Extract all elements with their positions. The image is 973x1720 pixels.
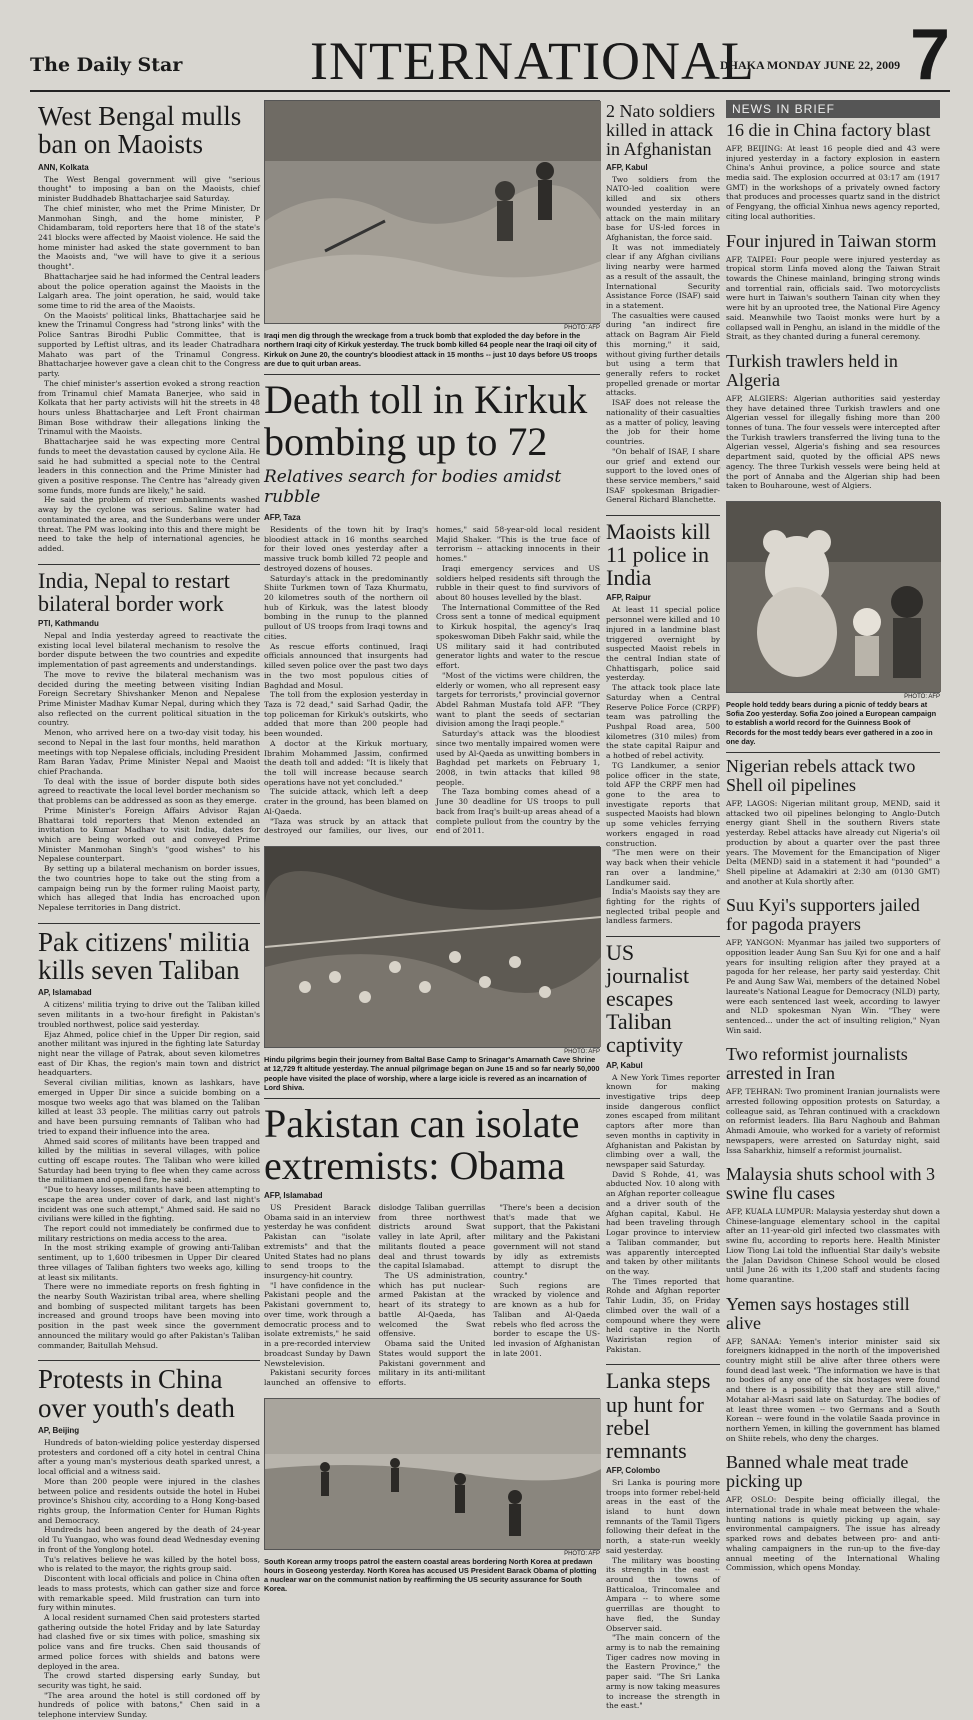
byline: AFP, Kabul: [606, 162, 648, 172]
brief-yemen: [726, 1295, 940, 1444]
paragraph: Menon, who arrived here on a two-day visit today, his second to Nepal in the last four months, held marathon meetings with top Nepalese officials, including President Ram Baran Yadav, Prime Minister Nepal and Maoist chief Prachanda.: [38, 728, 260, 776]
photo-caption: Iraqi men dig through the wreckage from a truck bomb that exploded the day before in the northern Iraqi city of Kirkuk yesterday. The truck bomb killed 64 people near the Iraqi oil city of Kirkuk on June 20, the country's bloodiest attack in 15 months -- just 10 days before US troops are due to quit urban areas.: [264, 331, 598, 368]
photo-credit: PHOTO: AFP: [564, 325, 600, 331]
paragraph: The International Committee of the Red Cross sent a tonne of medical equipment to Kirkuk hospital, the agency's Iraq spokeswoman Dibeh Fakhr said, while the US military said it had contributed generator lights and water to the rescue effort.: [436, 602, 600, 671]
paragraph: Sri Lanka is pouring more troops into former rebel-held areas in the east of the island to hunt down remnants of the Tamil Tigers following their defeat in the north, a state-run weekly said yesterday.: [606, 1477, 720, 1555]
paragraph: "The men were on their way back when their vehicle ran over a landmine," Landkumer said.: [606, 848, 720, 887]
paragraph: Ahmed said scores of militants have been trapped and killed by the militias in several villages, with police cutting off escape routes. The Taliban who were killed Saturday had been trying to flee when they came across the militiamen and opened fire, he said.: [38, 1136, 260, 1185]
photo-caption: People hold teddy bears during a picnic of teddy bears at Sofia Zoo yesterday. Sofia Zoo joined a European campaign to establish a world record for the Guinness Book of Records for the most teddy bears ever gathered in a zoo in one day.: [726, 699, 937, 746]
headline: Pak citizens' militia kills seven Taliban: [38, 926, 250, 986]
column-3: [606, 100, 720, 1711]
article-nato: [606, 102, 720, 505]
article-pak-militia: [38, 928, 260, 1351]
paragraph: Residents of the town hit by Iraq's bloodiest attack in 16 months searched for their loved ones yesterday after a massive truck bomb killed 72 people and destroyed dozens of houses.: [264, 525, 428, 573]
paragraph: Bhattacharjee said he was expecting more Central funds to meet the devastation caused by cyclone Aila. He said he had submitted a special note to the Central leaders in this connection and the Prime Minister had given a positive response. The Centre has "already given some funds, more funds are likely," he said.: [38, 437, 260, 495]
photo-amarnath-pilgrims: [264, 846, 600, 1048]
headline: Pakistan can isolate extremists: Obama: [264, 1101, 580, 1188]
byline: AP, Kabul: [606, 1060, 643, 1070]
brief-body: AFP, YANGON: Myanmar has jailed two supporters of opposition leader Aung San Suu Kyi for one and a half years for insulting religion after they prayed at a pagoda for her release, her party said yesterday. Chit Pe and Aung Saw Wai, members of the detained Nobel laureate's National League for Democracy (NLD) party, were each sentenced last week, according to lawyer and NLD spokesman Nyan Win. "They were sentenced... under the act of insulting religion," Nyan Win said.: [726, 938, 940, 1035]
paragraph: US President Barack Obama said in an interview yesterday he was confident Pakistan can "isolate extremists" and that the United States had no plans to send troops to the insurgency-hit country.: [264, 1203, 371, 1281]
paragraph: Two soldiers from the NATO-led coalition were killed and six others wounded yesterday in an attack on the main military base for US-led forces in Afghanistan, the force said.: [606, 174, 720, 242]
masthead: [30, 15, 951, 95]
article-body: [606, 1073, 720, 1355]
column-2: [264, 100, 600, 1594]
paragraph: To deal with the issue of border dispute both sides agreed to reactivate the local level border mechanism so that problems can be addressed as soon as they emerge.: [38, 776, 260, 806]
paragraph: "There's been a decision that's made that we support, that the Pakistani military and the Pakistani government will not stand by idly as extremists attempt to disrupt the country.": [493, 1203, 600, 1281]
photo-caption: Hindu pilgrims begin their journey from Baltal Base Camp to Srinagar's Amarnath Cave Shrine at 12,729 ft altitude yesterday. The annual pilgrimage began on June 15 and so far nearly 50,000 people have visited the place of worship, where a large icicle is revered as an incarnation of Lord Shiva.: [264, 1055, 600, 1092]
headline: Four injured in Taiwan storm: [726, 230, 937, 251]
article-body: [264, 1203, 600, 1388]
pilgrims-photo-illustration: [265, 847, 601, 1047]
paragraph: A doctor at the Kirkuk mortuary, Ibrahim Mohammed Jassim, confirmed the death toll and added: "It is likely that the toll will increase because search operations have not yet concluded.": [264, 738, 428, 787]
headline: India, Nepal to restart bilateral border work: [38, 567, 230, 616]
paragraph: Saturday's attack in the predominantly Shiite Turkmen town of Taza Khurmatu, 20 kilometres south of the northern oil hub of Kirkuk, was the latest bloody bombing in the runup to the planned pullout of US troops from Iraqi towns and cities.: [264, 573, 428, 641]
paragraph: Several civilian militias, known as lashkars, have emerged in Upper Dir since a suicide bombing on a mosque two weeks ago that was blamed on the Taliban killed at least 33 people. The militias carry out patrols and have been pursuing remnants of Taliban who had tried to expand their influence into the area.: [38, 1078, 260, 1136]
paragraph: The military was boosting its strength in the east -- around the towns of Batticaloa, Trincomalee and Ampara -- to where some guerrillas are thought to have fled, the Sunday Observer said.: [606, 1555, 720, 1633]
paragraph: The Taza bombing comes ahead of a June 30 deadline for US troops to pull back from Iraq's built-up areas ahead of a complete pullout from the country by the end of 2011.: [436, 787, 600, 836]
rubble-photo-illustration: [265, 101, 601, 323]
paragraph: "Taza was struck by an attack that destroyed our families, our lives, our homes," said 58-year-old local resident Majid Shaker. "This is the true face of terrorism -- attacking innocents in their homes.": [264, 525, 600, 836]
headline: Turkish trawlers held in Algeria: [726, 351, 898, 390]
news-in-brief-banner: NEWS IN BRIEF: [726, 100, 940, 118]
byline: AFP, Islamabad: [264, 1191, 323, 1200]
byline: PTI, Kathmandu: [38, 618, 99, 628]
paragraph: "Most of the victims were children, the elderly or women, who all represent easy targets for terrorists," provincial governor Abdel Rahman Mustafa told AFP. "They want to plant the seeds of sectarian division among the Iraqi people.": [436, 670, 600, 729]
paragraph: Saturday's attack was the bloodiest since two mentally impaired women were used by Al-Qaeda as unwitting bombers in Baghdad pet markets on February 1, 2008, in twin attacks that killed 98 people.: [436, 729, 600, 787]
headline: Two reformist journalists arrested in Iran: [726, 1044, 908, 1084]
paragraph: The attack took place late Saturday when a Central Reserve Police Force (CRPF) team was patrolling the Pushpal Road area, 500 kilometres (310 miles) from the state capital Raipur and a hotbed of rebel activity.: [606, 683, 720, 761]
headline: 16 die in China factory blast: [726, 120, 931, 140]
brief-body: AFP, TEHRAN: Two prominent Iranian journalists were arrested following opposition protests on Saturday, a colleague said, as Tehran continued with a crackdown on reformist leaders. Ilia Baru Naghoub and Bahman Ahmadi Amouie, who worked for a variety of reformist newspapers, were arrested on Saturday night, said Issa Saharkhiz, himself a reformist journalist.: [726, 1087, 940, 1155]
article-body: [606, 175, 720, 505]
paragraph: A local resident surnamed Chen said protesters started gathering outside the hotel Friday and by late Saturday had clashed five or six times with police, smashing six police vans and fire trucks. Chen said thousands of armed police forces with shields and batons were deployed in the area.: [38, 1612, 260, 1671]
column-4: [726, 100, 940, 1573]
brief-body: AFP, TAIPEI: Four people were injured yesterday as tropical storm Linfa moved along the Taiwan Strait towards the Chinese mainland, bringing strong winds and torrential rain, officials said. Two motorcyclists were hurt in Taiwan's southern Tainan city when they were hit by an uprooted tree, the National Fire Agency said. Meanwhile two Taoist monks were hurt by a collapsed wall in Penghu, an island in the middle of the Strait, as they chanted during a funeral ceremony.: [726, 254, 940, 342]
paragraph: The chief minister, who met the Prime Minister, Dr Manmohan Singh, and the home minister, P Chidambaram, told reporters here that 18 of the state's 241 blocks were affected by Maoist violence. He said the home minister had asked the state government to ban the Maoists and, "we will have to give it a serious thought".: [38, 203, 260, 272]
paragraph: The casualties were caused during "an indirect fire attack on Bagram Air Field this morning," it said, without giving further details but using a term that generally refers to rocket propelled grenade or mortar attacks.: [606, 310, 720, 398]
article-india-nepal: [38, 569, 260, 913]
photo-credit: PHOTO: AFP: [564, 1550, 600, 1557]
paragraph: "On behalf of ISAF, I share our grief and extend our support to the loved ones of these service members," said ISAF spokesman Brigadier-General Richard Blanchette.: [606, 446, 720, 505]
photo-caption: South Korean army troops patrol the eastern coastal areas bordering North Korea at predawn hours in Goseong yesterday. North Korea has accused US President Barack Obama of plotting a nuclear war on the communist nation by reaffirming the US security assurance for South Korea.: [264, 1556, 597, 1594]
photo-korea-patrol: [264, 1398, 600, 1550]
brief-body: AFP, BEIJING: At least 16 people died and 43 were injured yesterday in a factory explosion in eastern China's Anhui province, a police source and state media said. The explosion occurred at 03:17 am (1917 GMT) in the workshops of a privately owned factory that produces and processes quartz sand in the district of Fengyang, the official Xinhua news agency reported, citing local authorities.: [726, 143, 940, 221]
paragraph: The West Bengal government will give "serious thought" to imposing a ban on the Maoists, chief minister Buddhadeb Bhattacharjee said Saturday.: [38, 174, 260, 204]
article-body: [606, 605, 720, 926]
paragraph: Hundreds had been angered by the death of 24-year old Tu Yuangao, who was found dead Wednesday evening in front of the Yonglong hotel.: [38, 1525, 260, 1554]
article-body: [38, 175, 260, 554]
headline: Nigerian rebels attack two Shell oil pipelines: [726, 756, 916, 796]
paragraph: TG Landkumer, a senior police officer in the state, told AFP the CRPF men had gone to the area to investigate reports that suspected Maoists had blown up some vehicles ferrying workers engaged in road construction.: [606, 760, 720, 848]
article-body: [38, 631, 260, 913]
brief-whale: [726, 1453, 940, 1573]
article-body: [264, 525, 600, 836]
article-maoists-police: [606, 520, 720, 926]
paragraph: By setting up a bilateral mechanism on border issues, the two countries hope to take out the sting from a campaign being run by the former ruling Maoist party, which has alleged that India has encroached upon Nepalese territories in Dang district.: [38, 864, 260, 913]
paragraph: The suicide attack, which left a deep crater in the ground, has been blamed on Al-Qaeda.: [264, 787, 428, 816]
photo-credit: PHOTO: AFP: [904, 693, 940, 700]
headline: Yemen says hostages still alive: [726, 1293, 910, 1333]
headline: West Bengal mulls ban on Maoists: [38, 101, 242, 160]
paragraph: He said the problem of river embankments washed away by the cyclone was serious. Saline water had contaminated the area, and the Sunderbans were under threat. The PM was looking into this and there might be need to take the help of international agencies, he added.: [38, 495, 260, 553]
brief-iran: [726, 1045, 940, 1155]
paragraph: In the most striking example of growing anti-Taliban sentiment, up to 1,600 tribesmen in Upper Dir cleared three villages of Taliban fighters two weeks ago, killing at least six militants.: [38, 1243, 260, 1282]
brief-body: AFP, LAGOS: Nigerian militant group, MEND, said it attacked two oil pipelines belonging to Anglo-Dutch energy giant Shell in the southern Rivers state yesterday. Rebel attacks have already cut Nigeria's oil production by about a quarter over the past three years. The Movement for the Emancipation of Niger Delta (MEND) said in a statement it had "pounded" a Shell pipeline at Adamakiri at 2:30 am (0130 GMT) and another at Kula shortly after.: [726, 799, 940, 886]
paragraph: As rescue efforts continued, Iraqi officials announced that insurgents had killed seven police over the past two days in the two most populous cities of Baghdad and Mosul.: [264, 641, 428, 690]
paragraph: The toll from the explosion yesterday in Taza is 72 dead," said Sarhad Qadir, the top policeman for Kirkuk's outskirts, who added that more than 200 people had been wounded.: [264, 690, 428, 739]
photo-kirkuk-rubble: [264, 100, 600, 324]
page-number: 7: [910, 15, 951, 95]
paragraph: On the Maoists' political links, Bhattacharjee said he knew the Trinamul Congress had "strong links" with the Police Santras Birodhi Public Committee, that is supported by Leftist ultras, and its leader Chatradhara Mahato was part of the Trinamul Congress. Bhattacharjee however gave a clean chit to the Congress party.: [38, 310, 260, 379]
article-pakistan-obama: [264, 1103, 600, 1388]
paragraph: There were no immediate reports on fresh fighting in the nearby South Waziristan tribal area, where shelling and bombing of suspected militant targets has been increased and ground troops have been moving into position in the past week since the government announced the military would go after Pakistan's Taliban commander, Baitullah Mehsud.: [38, 1282, 260, 1350]
subheadline: Relatives search for bodies amidst rubble: [264, 467, 562, 507]
byline: AFP, Raipur: [606, 593, 651, 603]
article-kirkuk: [264, 379, 600, 836]
brief-nigeria: [726, 757, 940, 886]
paragraph: Tu's relatives believe he was killed by the hotel boss, who is related to the mayor, the rights group said.: [38, 1554, 260, 1574]
teddy-photo-illustration: [727, 502, 941, 692]
article-body: [38, 1000, 260, 1350]
paragraph: The Times reported that Rohde and Afghan reporter Tahir Ludin, 35, on Friday climbed over the wall of a compound where they were held captive in the North Waziristan region of Pakistan.: [606, 1276, 720, 1354]
paragraph: Hundreds of baton-wielding police yesterday dispersed protesters and cordoned off a city hotel in central China after a young man's mysterious death sparked unrest, a local official and a witness said.: [38, 1438, 260, 1477]
byline: ANN, Kolkata: [38, 162, 89, 172]
paragraph: Ejaz Ahmed, police chief in the Upper Dir region, said another militant was injured in the fighting late Saturday night near the village of Patrak, about seven kilometres east of Dir Khas, the region's main town and district headquarters.: [38, 1029, 260, 1078]
headline: Death toll in Kirkuk bombing up to 72: [264, 377, 588, 464]
byline: AP, Islamabad: [38, 988, 92, 998]
headline: Protests in China over youth's death: [38, 1364, 235, 1423]
paragraph: Prime Minister's Foreign Affairs Advisor Rajan Bhattarai told reporters that Menon extended an invitation to Kumar Madhav to visit India, dates for which are being worked out and conveyed Prime Minister Manmohan Singh's "good wishes" to his Nepalese counterpart.: [38, 805, 260, 864]
brief-body: AFP, OSLO: Despite being officially illegal, the international trade in whale meat between the whale-hunting nations is quietly picking up again, say environmental campaigners. The issue has already sparked rows and debates between pro- and anti-whaling campaigners in the run-up to the five-day annual meeting of the International Whaling Commission, which opens Monday.: [726, 1495, 940, 1573]
paragraph: ISAF does not release the nationality of their casualties as a matter of policy, leaving the job for their home countries.: [606, 398, 720, 447]
article-body: [38, 1438, 260, 1720]
paragraph: Such regions are wracked by violence and are known as a hub for Taliban and Al-Qaeda rebels who fled across the border to escape the US-led invasion of Afghanistan in late 2001.: [493, 1280, 600, 1358]
byline: AP, Beijing: [38, 1426, 80, 1435]
paragraph: "The main concern of the army is to nab the remaining Tiger cadres now moving in the Eastern Province," the paper said. "The Sri Lanka army is now taking measures to increase the strength in the east.": [606, 1633, 720, 1711]
photo-teddy-bears: [726, 501, 940, 693]
article-us-journalist: [606, 941, 720, 1354]
brief-body: AFP, KUALA LUMPUR: Malaysia yesterday shut down a Chinese-language elementary school in the capital after an 11-year-old girl infected two classmates with swine flu, according to reports here. Health Minister Liow Tiong Lai told the influential Star daily's website the Jalan Davidson Chinese School would be closed until June 26 with its 1,200 staff and students facing home quarantine.: [726, 1207, 940, 1285]
headline: Lanka steps up hunt for rebel remnants: [606, 1368, 711, 1463]
dateline: DHAKA MONDAY JUNE 22, 2009: [720, 58, 901, 72]
photo-credit: PHOTO: AFP: [564, 1049, 600, 1055]
paragraph: At least 11 special police personnel were killed and 10 injured in a landmine blast triggered overnight by suspected Maoist rebels in the central Indian state of Chhattisgarh, police said yesterday.: [606, 605, 720, 683]
paragraph: Discontent with local officials and police in China often leads to mass protests, which can gather size and force with remarkable speed. Mild frustration can turn into fury within minutes.: [38, 1574, 260, 1613]
paragraph: A New York Times reporter known for making investigative trips deep inside dangerous conflict zones escaped from militant captors after more than seven months in captivity in Afghanistan and Pakistan by climbing over a wall, the newspaper said Saturday.: [606, 1072, 720, 1170]
paragraph: The report could not immediately be confirmed due to military restrictions on media access to the area.: [38, 1223, 260, 1243]
brief-suu-kyi: [726, 896, 940, 1035]
section-title: INTERNATIONAL: [310, 31, 755, 91]
brief-malaysia: [726, 1165, 940, 1285]
paragraph: The move to revive the bilateral mechanism was decided during the meeting between visiting Indian Foreign Secretary Shivshanker Menon and Nepalese Prime Minister Madhav Kumar Nepal, during which they also reflected on the current political situation in the country.: [38, 669, 260, 728]
brief-body: AFP, ALGIERS: Algerian authorities said yesterday they have detained three Turkish trawlers and one Algerian vessel for illegally fishing more than 200 tonnes of tuna. The four vessels were intercepted after the Turkish trawlers transferred the living tuna to the Algerian vessel, Algeria's fishing and sea resources department said, quoted by the official APS news agency. The three Turkish vessels were being held at the port of Annaba and the Algerian ship had been taken to Bouharoune, west of Algiers.: [726, 393, 940, 491]
paragraph: The chief minister's assertion evoked a strong reaction from Trinamul chief Mamata Banerjee, who said in Kolkata that her party activists will hit the streets in 48 hours unless Bhattacharjee and Left Front chairman Biman Bose withdraw their allegations linking the Trinamul with the Maoists.: [38, 378, 260, 437]
paragraph: More than 200 people were injured in the clashes between police and residents outside the hotel in Hubei province's Shishou city, according to a Hong Kong-based rights group, the Information Center for Human Rights and Democracy.: [38, 1476, 260, 1525]
paragraph: A citizens' militia trying to drive out the Taliban killed seven militants in a two-hour firefight in Pakistan's troubled northwest, police said yesterday.: [38, 1000, 260, 1029]
brief-china-blast: [726, 121, 940, 222]
article-lanka: [606, 1369, 720, 1711]
headline: Maoists kill 11 police in India: [606, 519, 711, 591]
paragraph: Pakistani security forces launched an offensive to dislodge Taliban guerrillas from three northwest districts around Swat valley in late April, after militants flouted a peace deal and thrust towards the capital Islamabad.: [264, 1203, 486, 1387]
paragraph: Bhattacharjee said he had informed the Central leaders about the police operation against the Maoists in the Lalgarh area. The joint operation, he said, would take some time to rid the area of the Maoists.: [38, 271, 260, 311]
brief-body: AFP, SANAA: Yemen's interior minister said six foreigners kidnapped in the north of the impoverished country might still be alive after three others were found dead last week. "The information we have is that no bodies of any one of the six hostages were found and there is a possibility that they are still alive," Motahar al-Masri said late on Saturday. The bodies of at least three women -- two Germans and a South Korean -- were found in the volatile Saada province in northern Yemen, in killing the government has blamed on Shiite rebels, who deny the charges.: [726, 1336, 940, 1443]
article-west-bengal: [38, 102, 260, 554]
paper-name: The Daily Star: [30, 54, 183, 76]
article-body: [606, 1478, 720, 1711]
paragraph: "The area around the hotel is still cordoned off by hundreds of police with batons," Chen said in a telephone interview Sunday.: [38, 1690, 260, 1720]
paragraph: India's Maoists say they are fighting for the rights of neglected tribal people and landless farmers.: [606, 887, 720, 926]
paragraph: Obama said the United States would support the Pakistani government and military in its anti-militant efforts.: [378, 1339, 486, 1387]
paragraph: "Due to heavy losses, militants have been attempting to escape the area under cover of dark, and last night's incident was one such attempt," Ahmed said. He said no civilians were killed in the fighting.: [38, 1185, 260, 1224]
column-1: [38, 100, 260, 1720]
paragraph: "I have confidence in the Pakistani people and the Pakistani government to, over time, work through a democratic process and to isolate extremists," he said in a pre-recorded interview broadcast Sunday by Dawn Newstelevision.: [264, 1280, 371, 1368]
patrol-photo-illustration: [265, 1399, 601, 1549]
brief-taiwan-storm: [726, 232, 940, 342]
paragraph: The crowd started dispersing early Sunday, but security was tight, he said.: [38, 1671, 260, 1690]
article-china-protest: [38, 1365, 260, 1720]
paragraph: David S Rohde, 41, was abducted Nov. 10 along with an Afghan reporter colleague and a driver south of the Afghan capital, Kabul. He had been traveling through Logar province to interview a Taliban commander, but was apparently intercepted and taken by other militants on the way.: [606, 1169, 720, 1276]
headline: US journalist escapes Taliban captivity: [606, 940, 690, 1058]
headline: Banned whale meat trade picking up: [726, 1452, 909, 1492]
headline: Malaysia shuts school with 3 swine flu cases: [726, 1164, 935, 1204]
brief-turkish-trawlers: [726, 352, 940, 491]
headline: 2 Nato soldiers killed in attack in Afghanistan: [606, 101, 715, 159]
byline: AFP, Taza: [264, 513, 301, 522]
paragraph: Iraqi emergency services and US soldiers helped residents sift through the rubble in their quest to find survivors of about 80 houses levelled by the blast.: [436, 563, 600, 603]
byline: AFP, Colombo: [606, 1465, 661, 1475]
paragraph: It was not immediately clear if any Afghan civilians living nearby were harmed as a result of the assault, the International Security Assistance Force (ISAF) said in a statement.: [606, 242, 720, 311]
headline: Suu Kyi's supporters jailed for pagoda prayers: [726, 895, 920, 935]
paragraph: The US administration, which has put nuclear-armed Pakistan at the heart of its strategy to battle Al-Qaeda, has welcomed the Swat offensive.: [378, 1271, 486, 1339]
paragraph: Nepal and India yesterday agreed to reactivate the existing local level bilateral mechanism to resolve the border dispute between the two countries and expedite implementation of past agreements and understandings.: [38, 630, 260, 670]
